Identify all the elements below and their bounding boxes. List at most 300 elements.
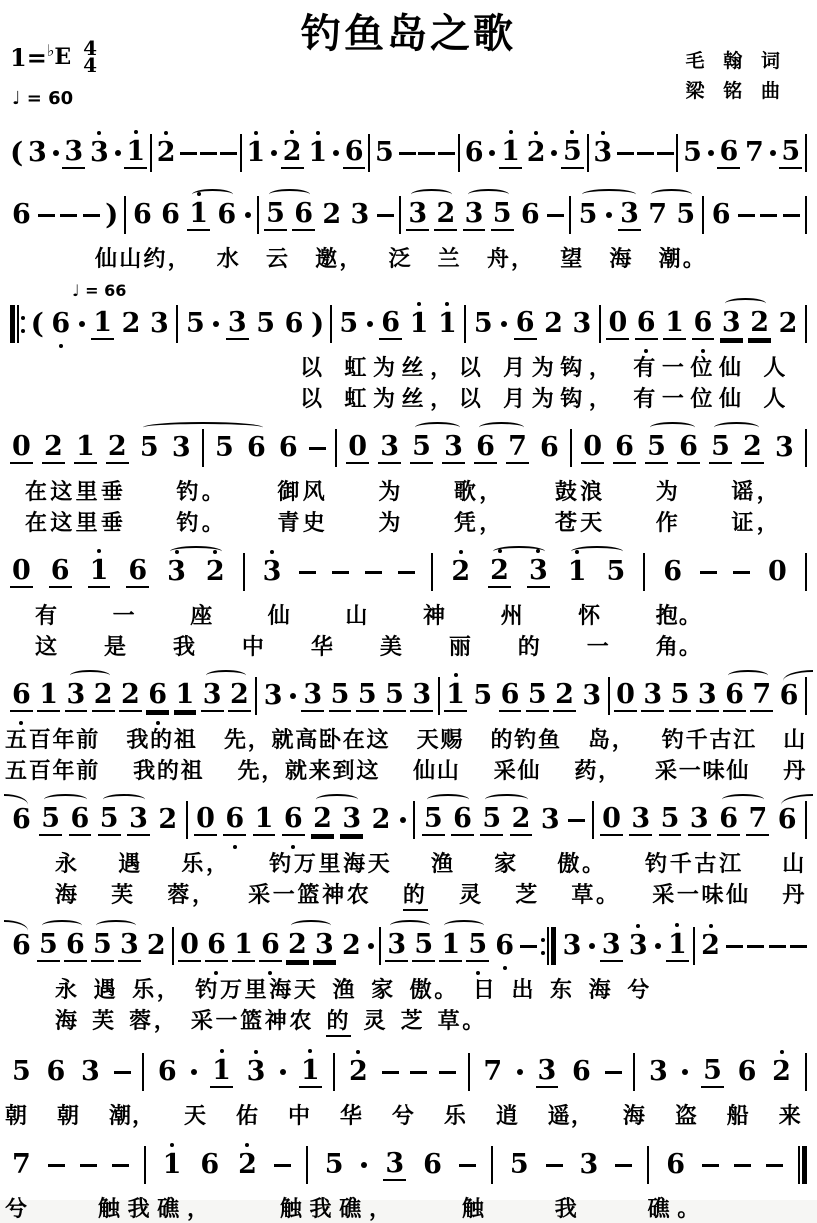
barline: [633, 1053, 635, 1091]
lyric-segment: 芙: [92, 1008, 117, 1033]
note: 1: [175, 679, 195, 710]
duration-dash: [377, 214, 394, 217]
note: 6: [464, 137, 484, 168]
barline: [150, 134, 152, 172]
lyric-segment: 这: [35, 634, 59, 659]
duration-dash: [83, 214, 100, 217]
slur-arc: [316, 794, 359, 805]
slur-arc: [4, 920, 28, 931]
note: 3: [129, 803, 148, 834]
repeat-end-barline: [541, 927, 556, 965]
note: 5: [256, 308, 276, 339]
lyric-segment: 家: [371, 977, 396, 1002]
slur-arc: [650, 422, 696, 433]
note: 3: [591, 138, 614, 168]
octave-up-dot: [454, 673, 458, 677]
lyric-segment: 中: [241, 634, 266, 659]
music-line: [0, 545, 817, 599]
lyric-segment: 云: [265, 246, 291, 271]
note: 1: [254, 803, 274, 834]
lyric-segment: 山: [783, 727, 807, 752]
note: 6: [70, 803, 90, 834]
note: 5: [375, 137, 394, 168]
slur-arc: [427, 794, 470, 805]
lyric-segment: 仙山: [413, 758, 461, 783]
duration-dash: [605, 1071, 622, 1074]
lyric-segment: 船: [726, 1103, 750, 1128]
note: 5: [647, 431, 666, 462]
note: 7: [752, 679, 772, 710]
lyric-segment: 一: [586, 634, 610, 659]
lyric-segment: 丹: [782, 882, 807, 907]
slur-arc: [70, 670, 111, 681]
note: 6: [246, 432, 266, 463]
octave-up-dot: [534, 131, 538, 135]
note: 6: [381, 307, 401, 338]
music-line: [0, 919, 817, 973]
note: 3: [562, 930, 582, 961]
note: 3: [540, 804, 560, 835]
time-signature: [83, 36, 98, 77]
duration-dash: [382, 1071, 399, 1074]
note: 3: [412, 679, 432, 710]
barline: [335, 429, 337, 467]
lyric-segment: 谣，: [731, 479, 782, 504]
barline: [608, 677, 610, 715]
note: 6: [666, 1149, 685, 1180]
note: 3: [202, 679, 222, 710]
octave-up-dot: [308, 1049, 312, 1053]
lyric-segment: 舟，: [486, 246, 536, 271]
note: 7: [483, 1056, 503, 1087]
lyric-segment: 鼓浪: [554, 479, 606, 504]
note: 1: [306, 138, 329, 168]
barline: [569, 196, 571, 234]
lyric-segment: 逍: [495, 1103, 519, 1128]
slur-arc: [291, 920, 332, 931]
lyric-segment: 有: [35, 603, 59, 628]
octave-up-dot: [356, 1050, 360, 1054]
note: 2: [107, 431, 127, 462]
octave-down-dot: [233, 845, 237, 849]
augmentation-dot: [589, 943, 595, 949]
note: 3: [721, 307, 741, 338]
lyric-segment: 灵: [363, 1008, 389, 1033]
note: 3: [527, 556, 550, 588]
note: 5: [385, 679, 404, 710]
duration-dash: [438, 152, 455, 155]
barline: [144, 1146, 146, 1184]
lyric-line: [0, 509, 817, 537]
lyric-segment: 中: [287, 1103, 312, 1128]
barline: [458, 134, 460, 172]
octave-up-dot: [675, 923, 679, 927]
duration-dash: [766, 1164, 783, 1167]
octave-down-dot: [701, 349, 705, 353]
duration-dash: [309, 447, 326, 450]
note: 1: [234, 929, 253, 960]
lyric-segment: 采一篮神农: [190, 1008, 315, 1033]
duration-dash: [180, 152, 197, 155]
barline: [431, 553, 433, 591]
note: 2: [121, 679, 140, 710]
duration-dash: [700, 571, 717, 574]
lyric-segment: 海: [588, 977, 614, 1002]
barline: [330, 305, 332, 343]
note: 2: [204, 557, 227, 587]
barline: [413, 801, 415, 839]
note: 2: [230, 679, 249, 710]
note: 3: [627, 931, 650, 961]
note: 6: [223, 804, 246, 836]
octave-up-dot: [445, 302, 449, 306]
lyric-segment: 兮: [627, 977, 652, 1002]
note: 6: [128, 555, 148, 586]
note: 6: [515, 307, 535, 338]
note: 1: [436, 309, 459, 339]
lyric-segment: 海: [609, 246, 634, 271]
note: 5: [99, 803, 119, 834]
lyric-segment: 采一篮神农: [248, 882, 372, 907]
duration-dash: [418, 152, 435, 155]
note: 1: [210, 1056, 233, 1088]
music-line: [0, 421, 817, 475]
tempo-value: = 60: [26, 88, 74, 109]
lyric-segment: 永: [55, 851, 80, 876]
note: 5: [41, 803, 61, 834]
octave-up-dot: [220, 1049, 224, 1053]
octave-up-dot: [459, 550, 463, 554]
lyric-segment: 兰: [437, 246, 462, 271]
note: 5: [357, 679, 377, 710]
note: 1: [299, 1056, 322, 1088]
lyric-segment: 人: [763, 386, 792, 411]
note: 5: [711, 431, 730, 462]
note: 1: [161, 1150, 184, 1180]
note: 2: [43, 431, 63, 462]
lyric-segment: 是: [103, 634, 128, 659]
octave-up-dot: [316, 131, 320, 135]
lyric-segment: 触我礁，: [97, 1196, 217, 1221]
note: 6: [12, 804, 31, 835]
lyric-segment: 为: [655, 479, 682, 504]
rest-note: 0: [583, 431, 602, 462]
duration-dash: [617, 152, 634, 155]
lyric-segment: 虹为丝，以: [344, 386, 488, 411]
note: 1: [187, 199, 210, 231]
note: 2: [146, 930, 166, 961]
note: 6: [284, 308, 304, 339]
lyric-segment: 为: [378, 479, 404, 504]
note: 6: [777, 804, 797, 835]
note: 3: [537, 1055, 557, 1086]
note: 2: [313, 803, 332, 834]
augmentation-dot: [517, 1069, 523, 1075]
octave-down-dot: [503, 966, 507, 970]
note: 3: [775, 432, 794, 463]
lyric-segment: 礁。: [647, 1196, 707, 1221]
note: 3: [303, 679, 323, 710]
lyric-segment: 凭，: [453, 510, 505, 535]
barline: [599, 305, 601, 343]
lyric-line: [0, 633, 817, 661]
slur-arc: [103, 794, 146, 805]
note: 1: [88, 556, 111, 588]
lyric-segment: 蓉，: [167, 882, 217, 907]
note: 3: [648, 1056, 668, 1087]
duration-dash: [615, 1164, 632, 1167]
note: 6: [146, 680, 169, 712]
note: 3: [385, 1148, 405, 1179]
slur-arc: [143, 422, 264, 433]
lyric-segment: 有一位仙: [633, 386, 748, 411]
note: 6: [294, 198, 314, 229]
note: 5: [527, 679, 547, 710]
slur-arc: [781, 794, 813, 805]
slur-arc: [582, 189, 637, 200]
lyric-segment: 五百年前: [5, 758, 101, 783]
duration-dash: [112, 1164, 129, 1167]
barline: [257, 196, 259, 234]
tempo-marking: [12, 88, 73, 109]
octave-up-dot: [780, 1050, 784, 1054]
lyric-segment: 海: [55, 882, 80, 907]
note: 1: [124, 137, 147, 169]
note: 6: [476, 431, 495, 462]
slur-arc: [4, 794, 28, 805]
lyric-segment: 苍天: [554, 510, 606, 535]
lyric-line: [0, 245, 817, 273]
augmentation-dot: [191, 1069, 197, 1075]
note: 3: [171, 432, 191, 463]
lyric-line: [0, 354, 817, 382]
note: 5: [781, 136, 801, 167]
lyric-segment: 丽: [448, 634, 472, 659]
augmentation-dot: [655, 943, 661, 949]
note: 6: [453, 803, 472, 834]
lyric-segment: 虹为丝，以: [344, 355, 488, 380]
note: 2: [281, 137, 304, 169]
lyric-segment: 东: [550, 977, 575, 1002]
note: 5: [214, 432, 234, 463]
lyric-line: [0, 881, 817, 911]
note: 6: [10, 680, 33, 712]
lyric-segment: 触: [461, 1196, 492, 1221]
note: 2: [555, 679, 574, 710]
duration-dash: [734, 1164, 751, 1167]
note: 3: [88, 138, 111, 168]
lyric-segment: 山: [345, 603, 369, 628]
slur-arc: [192, 189, 234, 200]
duration-dash: [459, 1164, 476, 1167]
note: 6: [46, 1056, 66, 1087]
note: 2: [371, 804, 391, 835]
duration-dash: [733, 571, 750, 574]
duration-dash: [200, 152, 217, 155]
duration-dash: [410, 1071, 427, 1074]
lyric-segment: 的: [403, 881, 428, 911]
note: 3: [261, 557, 284, 587]
note: 5: [473, 680, 493, 711]
rest-note: 0: [12, 431, 31, 462]
lyric-line: [0, 602, 817, 630]
note: 3: [579, 1149, 599, 1180]
barline: [172, 927, 174, 965]
barline: [468, 1053, 470, 1091]
augmentation-dot: [606, 212, 612, 218]
lyric-segment: 潮。: [658, 246, 707, 271]
note: 1: [39, 679, 59, 710]
barline: [368, 134, 370, 172]
rest-note: 0: [768, 556, 787, 587]
lyric-segment: 邀，: [315, 246, 364, 271]
barline: [805, 134, 807, 172]
octave-up-dot: [270, 550, 274, 554]
duration-dash: [760, 214, 777, 217]
duration-dash: [299, 571, 316, 574]
note: 5: [561, 137, 584, 169]
lyric-segment: 潮，: [108, 1103, 156, 1128]
note: 6: [711, 199, 731, 230]
augmentation-dot: [245, 212, 251, 218]
barline: [124, 196, 126, 234]
lyric-segment: 角。: [655, 634, 702, 659]
lyric-segment: 山: [782, 851, 807, 876]
repeat-begin-barline: [10, 305, 25, 343]
lyric-segment: 的: [326, 1007, 351, 1037]
note: 3: [165, 557, 188, 587]
note: 3: [620, 198, 639, 229]
lyric-segment: 华: [339, 1103, 364, 1128]
note: 7: [648, 199, 667, 230]
rest-note: 0: [608, 307, 628, 338]
note: 6: [692, 308, 715, 340]
rest-note: 0: [196, 803, 215, 834]
barline: [464, 305, 466, 343]
lyric-line: [0, 850, 817, 878]
lyric-segment: 朝: [5, 1103, 29, 1128]
note: 2: [342, 930, 361, 961]
lyric-segment: 出: [511, 977, 537, 1002]
lyric-segment: 天赐: [416, 727, 465, 752]
lyric-segment: 我: [554, 1196, 585, 1221]
duration-dash: [38, 214, 55, 217]
note: 3: [643, 679, 663, 710]
note: 1: [444, 680, 467, 712]
lyric-segment: 盗: [674, 1103, 698, 1128]
augmentation-dot: [551, 150, 557, 156]
lyric-segment: 御风: [277, 479, 329, 504]
flat-icon: ♭: [46, 40, 55, 60]
note: 5: [266, 198, 285, 229]
lyric-segment: 座: [190, 603, 214, 628]
lyric-segment: 我: [172, 634, 197, 659]
note: 6: [635, 308, 658, 340]
lyric-segment: 蓉，: [129, 1008, 179, 1033]
rest-note: 0: [180, 929, 199, 960]
barline: [592, 801, 594, 839]
lyric-segment: 人: [763, 355, 792, 380]
note: 2: [770, 1057, 793, 1087]
lyric-line: [0, 478, 817, 506]
lyric-segment: 神: [422, 603, 447, 628]
note: 3: [689, 803, 709, 834]
barline: [805, 801, 807, 839]
note: 2: [322, 199, 342, 230]
octave-up-dot: [97, 549, 101, 553]
barline: [379, 927, 381, 965]
duration-dash: [520, 945, 537, 948]
lyric-segment: 证，: [731, 510, 782, 535]
note: 5: [492, 198, 512, 229]
slur-arc: [468, 189, 510, 200]
note: 3: [572, 308, 592, 339]
barline: [186, 801, 188, 839]
slur-arc: [390, 920, 431, 931]
lyric-segment: 水: [216, 246, 241, 271]
augmentation-dot: [333, 150, 339, 156]
lyric-segment: 州: [500, 603, 524, 628]
duration-dash: [738, 214, 755, 217]
duration-dash: [747, 945, 764, 948]
music-line: [0, 793, 817, 847]
note: 6: [615, 431, 634, 462]
octave-down-dot: [291, 845, 295, 849]
lyric-segment: 渔: [332, 977, 358, 1002]
lyric-segment: 灵: [459, 882, 484, 907]
octave-up-dot: [709, 924, 713, 928]
slur-arc: [96, 920, 137, 931]
augmentation-dot: [367, 321, 373, 327]
lyric-segment: 采一味仙: [652, 882, 751, 907]
lyric-segment: 海: [55, 1008, 80, 1033]
note: 2: [155, 138, 178, 168]
duration-dash: [769, 945, 786, 948]
note: 6: [12, 930, 31, 961]
note: 3: [631, 803, 651, 834]
octave-up-dot: [245, 1143, 249, 1147]
duration-dash: [60, 214, 77, 217]
octave-down-dot: [19, 721, 23, 725]
duration-dash: [790, 945, 807, 948]
lyric-segment: 的: [517, 634, 541, 659]
note: 2: [544, 308, 563, 339]
note: 6: [259, 930, 282, 962]
note: 5: [185, 308, 205, 339]
duration-dash: [274, 1164, 291, 1167]
barline: [491, 1146, 493, 1184]
lyric-segment: 有一位仙: [633, 355, 748, 380]
quarter-note-icon: ♩: [12, 88, 21, 109]
barline: [693, 927, 695, 965]
note: 2: [436, 198, 456, 229]
lyric-segment: 傲。: [557, 851, 607, 876]
note: 1: [666, 930, 689, 962]
note: 5: [482, 803, 502, 834]
lyric-segment: 钓千古江: [661, 727, 757, 752]
parenthesis: (: [30, 307, 44, 340]
octave-down-dot: [644, 349, 648, 353]
lyric-segment: 海: [622, 1103, 646, 1128]
lyric-segment: 望: [560, 246, 585, 271]
lyric-line: [0, 1102, 817, 1130]
note: 6: [49, 309, 72, 339]
octave-up-dot: [601, 131, 605, 135]
note: 2: [525, 138, 548, 168]
lyricist-credit: 毛 翰 词: [685, 51, 787, 72]
lyric-segment: 触我礁，: [279, 1196, 399, 1221]
lyric-line: [0, 1007, 817, 1037]
